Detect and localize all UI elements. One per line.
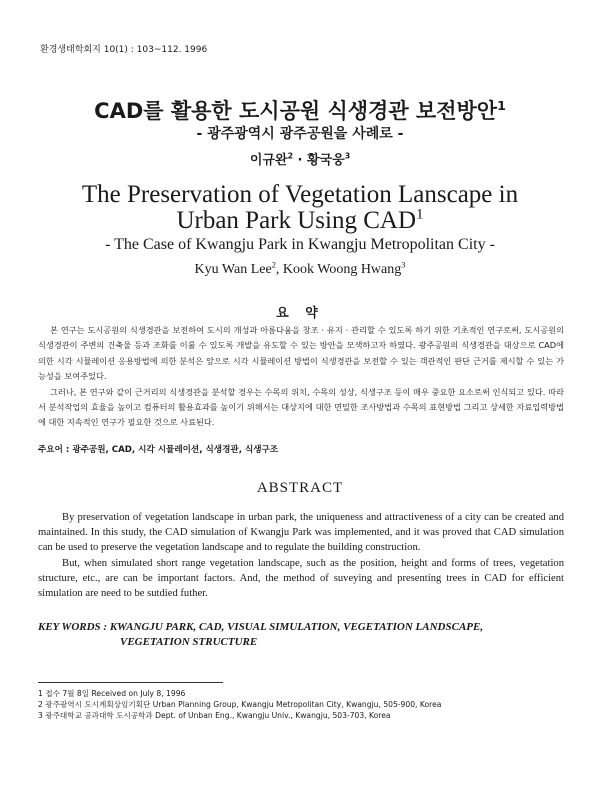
title-english-line-2: Urban Park Using CAD bbox=[176, 207, 417, 234]
authors-korean bbox=[0, 149, 600, 168]
author-1-english-mark: 2 bbox=[271, 260, 276, 270]
author-2-korean-mark: 3 bbox=[344, 151, 351, 161]
author-separator-korean: · bbox=[293, 153, 307, 168]
title-english-line-2-wrap bbox=[0, 208, 600, 234]
keywords-english-line-1: KEY WORDS : KWANGJU PARK, CAD, VISUAL SIMULATION, VEGETATION LANDSCAPE, bbox=[38, 621, 484, 633]
authors-english bbox=[0, 262, 600, 278]
abstract-heading: ABSTRACT bbox=[256, 480, 344, 496]
title-korean-footnote-mark: 1 bbox=[497, 98, 506, 113]
summary-heading: 요 약 bbox=[276, 306, 324, 321]
abstract-english bbox=[38, 510, 564, 601]
author-1-korean: 이규완 bbox=[249, 153, 288, 168]
summary-korean-paragraph-1: 본 연구는 도시공원의 식생경관을 보전하여 도시의 개성과 아름다움을 창조 · 유지 · 관리할 수 있도록 하기 위한 기초적인 연구로써, 도시공원의 식생경관이 주변의 건축물 등과 조화를 이룰 수 있도록 개발을 유도할 수 있는 방안을 모색하고자 하였다. 광주공원의 식생경관을 대상으로 CAD에 의한 시각 시뮬레이션 응용방법에 의한 분석은 앞으로 시각 시뮬레이션 방법이 식생경관을 보전할 수 있는 객관적인 판단 근거를 제시할 수 있는 가능성을 보여주었다. bbox=[38, 325, 564, 382]
keywords-english bbox=[38, 620, 564, 650]
footnote-divider bbox=[38, 682, 223, 683]
title-korean-text: CAD를 활용한 도시공원 식생경관 보전방안 bbox=[94, 99, 498, 123]
author-2-english-mark: 3 bbox=[401, 260, 406, 270]
keywords-english-line-2: VEGETATION STRUCTURE bbox=[120, 636, 258, 648]
footnote-3: 3 광주대학교 공과대학 도시공학과 Dept. of Unban Eng., Kwangju Univ., Kwangju, 503-703, Korea bbox=[38, 711, 391, 721]
abstract-english-paragraph-2: But, when simulated short range vegetation landscape, such as the position, height and forms of trees, vegetation structure, etc., are can be important factors. And, the method of suveying and presenting trees in CAD for efficient simulation are need to be sutdied futher. bbox=[38, 557, 564, 600]
summary-korean bbox=[38, 323, 564, 431]
footnote-1: 1 접수 7월 8일 Received on July 8, 1996 bbox=[38, 689, 186, 698]
title-english bbox=[0, 182, 600, 234]
author-separator-english: , bbox=[275, 262, 283, 277]
summary-korean-paragraph-2: 그러나, 본 연구와 같이 근거리의 식생경관을 분석할 경우는 수목의 위치, 수목의 성상, 식생구조 등이 매우 중요한 요소로써 인식되고 있다. 따라서 분석작업의 효율을 높이고 컴퓨터의 활용효과를 높이기 위해서는 대상지에 대한 면밀한 조사방법과 수목의 표현방법 그리고 상세한 자료입력방법에 대한 지속적인 연구가 필요한 것으로 사료된다. bbox=[38, 386, 564, 428]
journal-reference: 환경생태학회지 10(1) : 103~112. 1996 bbox=[40, 45, 208, 55]
footnote-2: 2 광주광역시 도시계획상임기획단 Urban Planning Group, Kwangju Metropolitan City, Kwangju, 505-900, Korea bbox=[38, 700, 442, 710]
subtitle-english: - The Case of Kwangju Park in Kwangju Metropolitan City - bbox=[105, 236, 495, 253]
title-english-line-1: The Preservation of Vegetation Lanscape in bbox=[81, 181, 519, 208]
author-2-english: Kook Woong Hwang bbox=[282, 262, 402, 277]
author-2-korean: 황국웅 bbox=[307, 153, 345, 168]
keywords-korean: 주요어 : 광주공원, CAD, 시각 시뮬레이션, 식생경관, 식생구조 bbox=[38, 445, 279, 455]
abstract-english-paragraph-1: By preservation of vegetation landscape in urban park, the uniqueness and attractiveness of a city can be created and maintained. In this study, the CAD simulation of Kwangju Park was implemented, and it was proved that CAD simulation can be used to preserve the vegetation landscape and to regulate the building construction. bbox=[38, 512, 564, 554]
title-korean bbox=[0, 95, 600, 125]
subtitle-korean: - 광주광역시 광주공원을 사례로 - bbox=[196, 126, 404, 142]
author-1-english: Kyu Wan Lee bbox=[194, 262, 272, 277]
author-1-korean-mark: 2 bbox=[287, 151, 293, 161]
title-english-footnote-mark: 1 bbox=[416, 206, 424, 223]
footnotes bbox=[38, 688, 568, 722]
